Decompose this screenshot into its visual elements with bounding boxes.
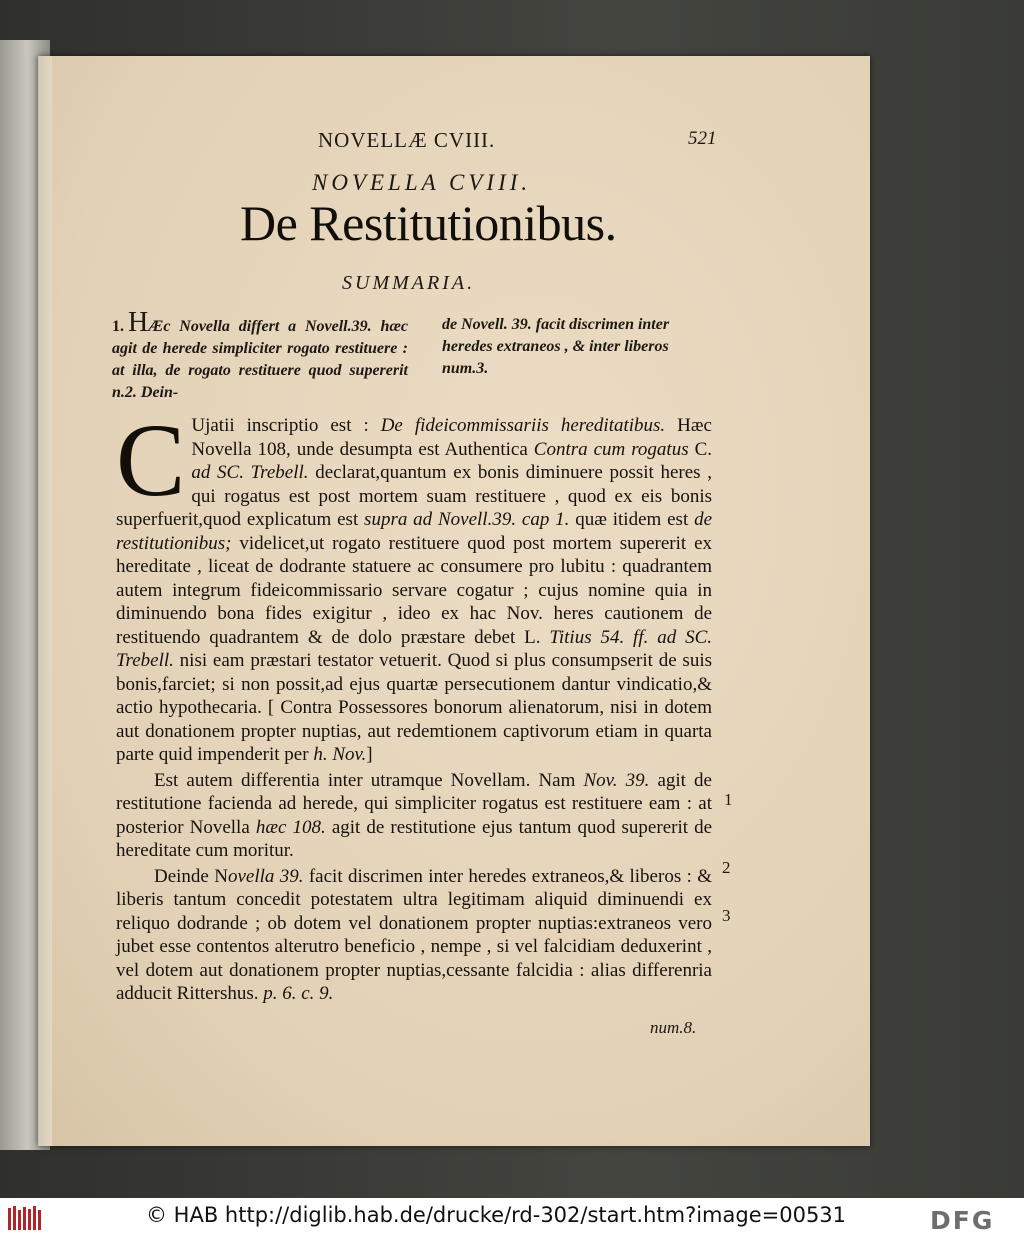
summary-left-text: Æc Novella differt a Novell.39. hæc agit de herede simpliciter rogato restituere : at illa, de rogato restituere quod supererit n.2. Dein-: [112, 318, 408, 401]
text-run: quæ itidem est: [569, 509, 695, 530]
text-run: videlicet,ut rogato restituere quod post mortem supererit ex hereditate , liceat de dodrante statuere ac consumere pro lubitu : quadrantem autem integrum fideicommissario servare cogatur ; cujus nomine quia in diminuendo bona fides exigitur , ideo ex hac Nov. heres cautionem de restituendo quadrantem & de dolo præstare debet L.: [116, 532, 712, 648]
paragraph-2: [116, 769, 712, 863]
summaria-heading: SUMMARIA.: [342, 272, 476, 294]
italic-run: p. 6. c. 9.: [263, 983, 334, 1004]
footer-bar: [0, 1198, 1024, 1238]
text-run: Ujatii inscriptio est :: [191, 415, 381, 436]
text-run: Est autem differentia inter utramque Novellam. Nam: [154, 769, 584, 791]
text-run: nisi eam præstari testator vetuerit. Quod si plus consumpserit de suis bonis,farciet; si non possit,ad ejus quartæ persecutionem dantur vindicatio,& actio hypothecaria. [ Contra Possessores bonorum alienatorum, nisi in dotem aut donationem propter nuptias, aut redemtionem captivorum etiam in quarta parte quid impenderit per: [116, 650, 712, 765]
summary-left-column: [112, 307, 408, 404]
text-run: agit de restitutione facienda ad herede, qui simpliciter rogatus est restituere eam : at posterior Novella: [116, 769, 712, 838]
running-head: NOVELLÆ CVIII.: [318, 128, 496, 152]
italic-run: hæc 108.: [255, 816, 326, 838]
catchword: num.8.: [650, 1018, 697, 1037]
text-run: declarat,quantum ex bonis diminuere possit heres , qui rogatus est post mortem suam restituere , quod ex eis bonis superfuerit,quod explicatum est: [116, 462, 712, 530]
novella-title: NOVELLA CVIII.: [312, 170, 532, 195]
summary-right-column: de Novell. 39. facit discrimen inter heredes extraneos , & inter liberos num.3.: [442, 316, 670, 377]
margin-number-2: 2: [722, 858, 731, 877]
text-run: agit de restitutione ejus tantum quod supererit de hereditate cum moritur.: [116, 816, 713, 861]
summary-initial: H: [128, 307, 149, 338]
hab-logo-icon: [6, 1204, 46, 1232]
italic-run: ad SC. Trebell.: [191, 462, 309, 483]
dfg-logo: DFG: [930, 1206, 995, 1235]
paragraph-1: [116, 403, 713, 767]
italic-run: Titius 54. ff. ad SC. Trebell.: [116, 626, 713, 671]
page-gutter: [38, 56, 52, 1146]
italic-run: Contra cum rogatus: [533, 438, 689, 460]
italic-run: h. Nov.: [313, 744, 367, 765]
italic-run: ovella 39.: [227, 865, 304, 887]
text-run: facit discrimen inter heredes extraneos,& liberos : & liberis tantum concedit potestatem ultra legitimam aliquid diminuendi ex reliquo dodrande ; ob dotem vel donationem propter nuptias:extraneos vero jubet esse contentos alterutro beneficio , nempe , si vel falcidiam deduxerint , vel dotem aut donationem propter nuptias,cessante falcidia : alias differenria adducit Rittershus.: [116, 865, 712, 1004]
text-run: C.: [688, 438, 712, 460]
body-text: [116, 403, 713, 1006]
italic-run: De fideicommissariis hereditatibus.: [380, 415, 666, 436]
drop-cap: C: [116, 403, 186, 518]
copyright-credit: © HAB http://diglib.hab.de/drucke/rd-302/start.htm?image=00531: [146, 1203, 847, 1227]
italic-run: Nov. 39.: [583, 769, 650, 791]
main-title: De Restitutionibus.: [240, 195, 617, 251]
summary-number: 1.: [112, 318, 124, 335]
page-number: 521: [688, 128, 717, 149]
text-run: Deinde N: [154, 865, 228, 887]
italic-run: de restitutionibus;: [116, 509, 712, 554]
text-run: ]: [366, 744, 373, 765]
italic-run: supra ad Novell.39. cap 1.: [364, 509, 570, 530]
text-run: Hæc Novella 108, unde desumpta est Authentica: [191, 415, 712, 460]
margin-number-3: 3: [722, 906, 731, 925]
paragraph-3: [116, 865, 712, 1006]
margin-number-1: 1: [724, 790, 733, 809]
